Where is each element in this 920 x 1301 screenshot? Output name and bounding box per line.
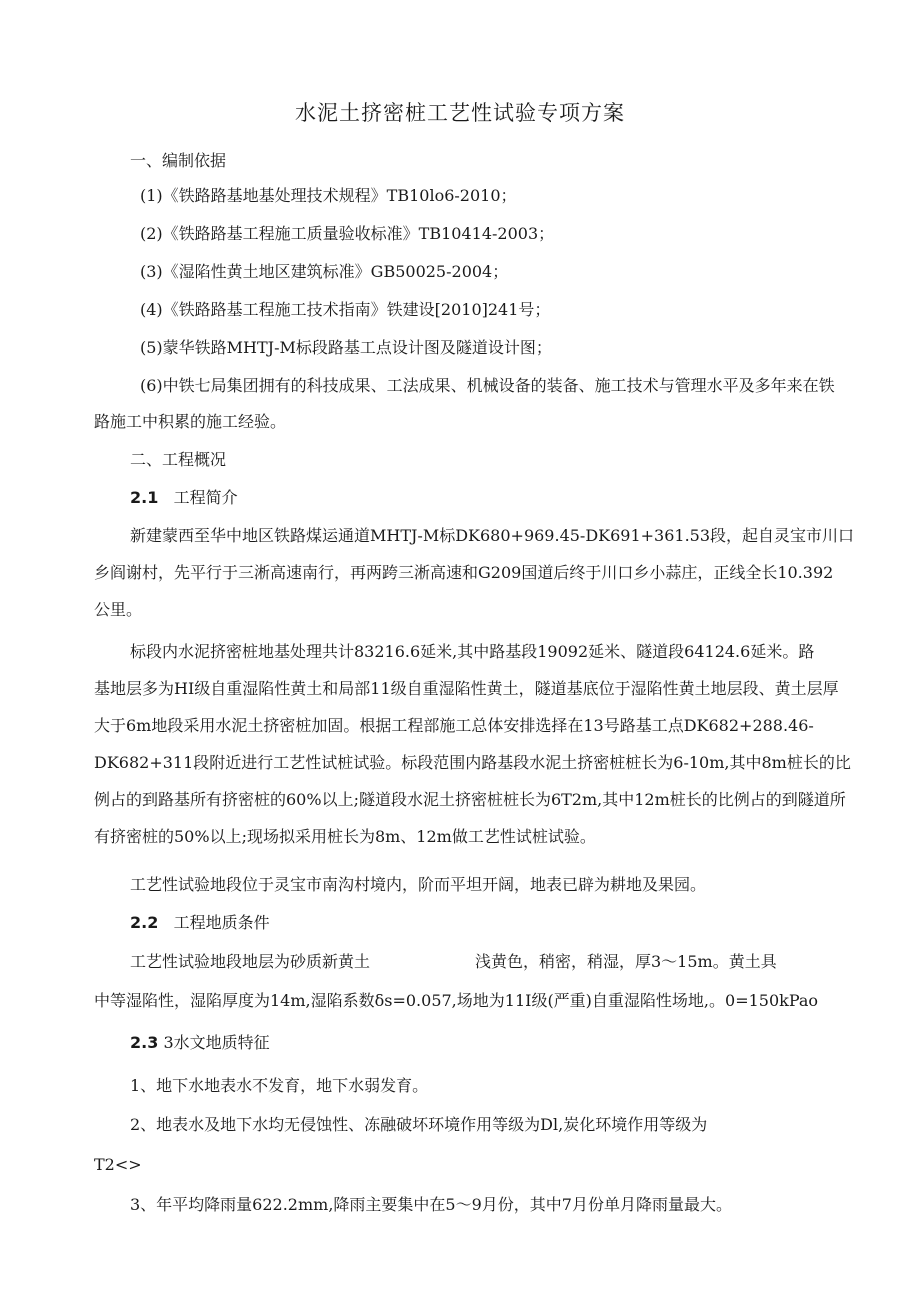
reference-item: (4)《铁路路基工程施工技术指南》铁建设[2010]241号； [140, 300, 551, 319]
hydro-item: 3、年平均降雨量622.2mm,降雨主要集中在5～9月份，其中7月份单月降雨量最大。 [130, 1195, 732, 1214]
subsection-number: 2.2 [130, 913, 159, 932]
subsection-number: 2.3 [130, 1033, 159, 1052]
page-title: 水泥土挤密桩工艺性试验专项方案 [295, 101, 625, 125]
subsection-label: 3水文地质特征 [163, 1033, 270, 1052]
section-heading-1: 一、编制依据 [130, 151, 227, 170]
reference-item: (2)《铁路路基工程施工质量验收标准》TB10414-2003； [140, 224, 555, 243]
paragraph-line: 中等湿陷性，湿陷厚度为14m,湿陷系数δs=0.057,场地为11I级(严重)自重湿陷性场地,。0=150kPao [94, 991, 819, 1010]
paragraph-line: 例占的到路基所有挤密桩的60%以上;隧道段水泥土挤密桩桩长为6T2m,其中12m桩长的比例占的到隧道所 [94, 790, 846, 809]
reference-item: (3)《湿陷性黄土地区建筑标准》GB50025-2004； [140, 262, 509, 281]
reference-item: (5)蒙华铁路MHTJ-M标段路基工点设计图及隧道设计图； [140, 338, 552, 357]
hydro-item-continued: T2<> [94, 1155, 142, 1174]
subsection-heading-2-2 [130, 912, 270, 934]
section-heading-2: 二、工程概况 [130, 450, 227, 469]
reference-item: (6)中铁七局集团拥有的科技成果、工法成果、机械设备的装备、施工技术与管理水平及多年来在铁 [140, 376, 835, 395]
paragraph-line: 大于6m地段采用水泥土挤密桩加固。根据工程部施工总体安排选择在13号路基工点DK682+288.46- [94, 716, 814, 735]
paragraph-line: 工艺性试验地段位于灵宝市南沟村境内，阶而平坦开阔，地表已辟为耕地及果园。 [130, 875, 707, 894]
paragraph-line: 浅黄色，稍密，稍湿，厚3～15m。黄土具 [475, 952, 777, 971]
paragraph-line: 标段内水泥挤密桩地基处理共计83216.6延米,其中路基段19092延米、隧道段64124.6延米。路 [130, 642, 815, 661]
hydro-item: 2、地表水及地下水均无侵蚀性、冻融破坏环境作用等级为Dl,炭化环境作用等级为 [130, 1115, 708, 1134]
paragraph-line: DK682+311段附近进行工艺性试桩试验。标段范围内路基段水泥土挤密桩桩长为6-10m,其中8m桩长的比 [94, 753, 851, 772]
reference-item-continued: 路施工中积累的施工经验。 [94, 412, 287, 431]
paragraph-line: 新建蒙西至华中地区铁路煤运通道MHTJ-M标DK680+969.45-DK691+361.53段，起自灵宝市川口 [130, 526, 855, 545]
paragraph-line: 工艺性试验地段地层为砂质新黄土 [130, 952, 371, 971]
subsection-heading-2-1 [130, 487, 238, 509]
subsection-label: 工程简介 [173, 488, 238, 507]
paragraph-line: 公里。 [94, 600, 143, 619]
hydro-item: 1、地下水地表水不发育，地下水弱发育。 [130, 1076, 429, 1095]
paragraph-line: 基地层多为HI级自重湿陷性黄土和局部11级自重湿陷性黄土，隧道基底位于湿陷性黄土地层段、黄土层厚 [94, 679, 839, 698]
subsection-heading-2-3 [130, 1032, 270, 1054]
paragraph-line: 有挤密桩的50%以上;现场拟采用桩长为8m、12m做工艺性试桩试验。 [94, 827, 596, 846]
reference-item: (1)《铁路路基地基处理技术规程》TB10lo6-2010； [140, 186, 517, 205]
subsection-number: 2.1 [130, 488, 159, 507]
paragraph-line: 乡阎谢村，先平行于三淅高速南行，再两跨三淅高速和G209国道后终于川口乡小蒜庄，正线全长10.392 [94, 563, 834, 582]
subsection-label: 工程地质条件 [173, 913, 270, 932]
